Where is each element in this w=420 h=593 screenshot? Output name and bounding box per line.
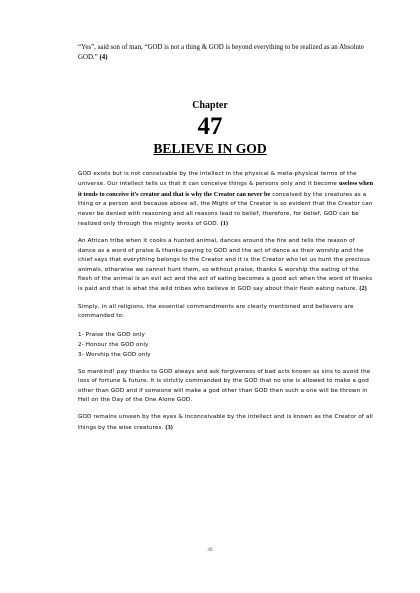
commandments-list <box>78 330 374 360</box>
paragraph-3-text: Simply, in all religions, the essential commandments are clearly mentioned and believers are commanded to: <box>78 303 354 320</box>
paragraph-2-citation: (2) <box>359 285 367 293</box>
paragraph-2 <box>78 237 374 294</box>
page-number: 49 <box>207 548 213 553</box>
paragraph-1-text-start: GOD exists but is not conceivable by the intellect in the physical & meta-physical terms of the universe. Our intellect tells us that it can conceive things & persons only and it become <box>78 171 357 188</box>
paragraph-1-citation: (1) <box>220 220 228 228</box>
chapter-number: 47 <box>197 113 223 140</box>
paragraph-1-text-end: conceived by the creatures as a thing or a person and because above all, the Might of the Creator is so evident that the Creator can never be denied with reasoning and all reasons lead to belief, therefore, for belief, GOD can be realized only through the mighty works of GOD. <box>78 191 373 228</box>
chapter-body <box>78 170 374 441</box>
paragraph-5-citation: (3) <box>165 423 173 431</box>
paragraph-1-emphasis: useless when it tends to conceive it’s creator and that is why the Creator can never be <box>78 180 374 198</box>
opening-quote <box>78 43 378 63</box>
paragraph-1 <box>78 170 374 229</box>
chapter-title: BELIEVE IN GOD <box>153 141 267 156</box>
list-item: 1- Praise the GOD only <box>78 331 145 338</box>
paragraph-5 <box>78 413 374 433</box>
paragraph-4-text: So mankind! pay thanks to GOD always and ask forgiveness of bad acts known as sins to avoid the loss of fortune & future. It is strictly commanded by the GOD that no one is allowed to make a god other than GOD and if someone will make a god other than GOD then such a one will be thrown in Hell on the Day of the One Alone GOD. <box>78 368 371 403</box>
list-item: 2- Honour the GOD only <box>78 341 149 348</box>
paragraph-5-text: GOD remains unseen by the eyes & inconceivable by the intellect and is known as the Creator of all things by the wise creatures. <box>78 414 373 431</box>
quote-text: “Yes”, said son of man, “GOD is not a thing & GOD is beyond everything to be realized as an Absolute GOD.” <box>78 44 364 61</box>
quote-citation: (4) <box>99 54 108 61</box>
chapter-label: Chapter <box>192 100 228 111</box>
paragraph-3 <box>78 303 374 322</box>
list-item: 3- Worship the GOD only <box>78 351 151 358</box>
paragraph-4 <box>78 368 374 406</box>
paragraph-2-text: An African tribe when it cooks a hunted animal, dances around the fire and tells the reason of dance as a word of praise & thanks-paying to GOD and the act of dance as their worship and the chief says that everything belongs to the Creator and it is the Creator who let us hunt the precious animals, otherwise we cannot hunt them, so without praise, thanks & worship the eating of the flesh of the animal is an evil act and the act of eating becomes a good act when the word of thanks is paid and that is what the wild tribes who believe in GOD say about their flesh eating nature. <box>78 238 373 293</box>
